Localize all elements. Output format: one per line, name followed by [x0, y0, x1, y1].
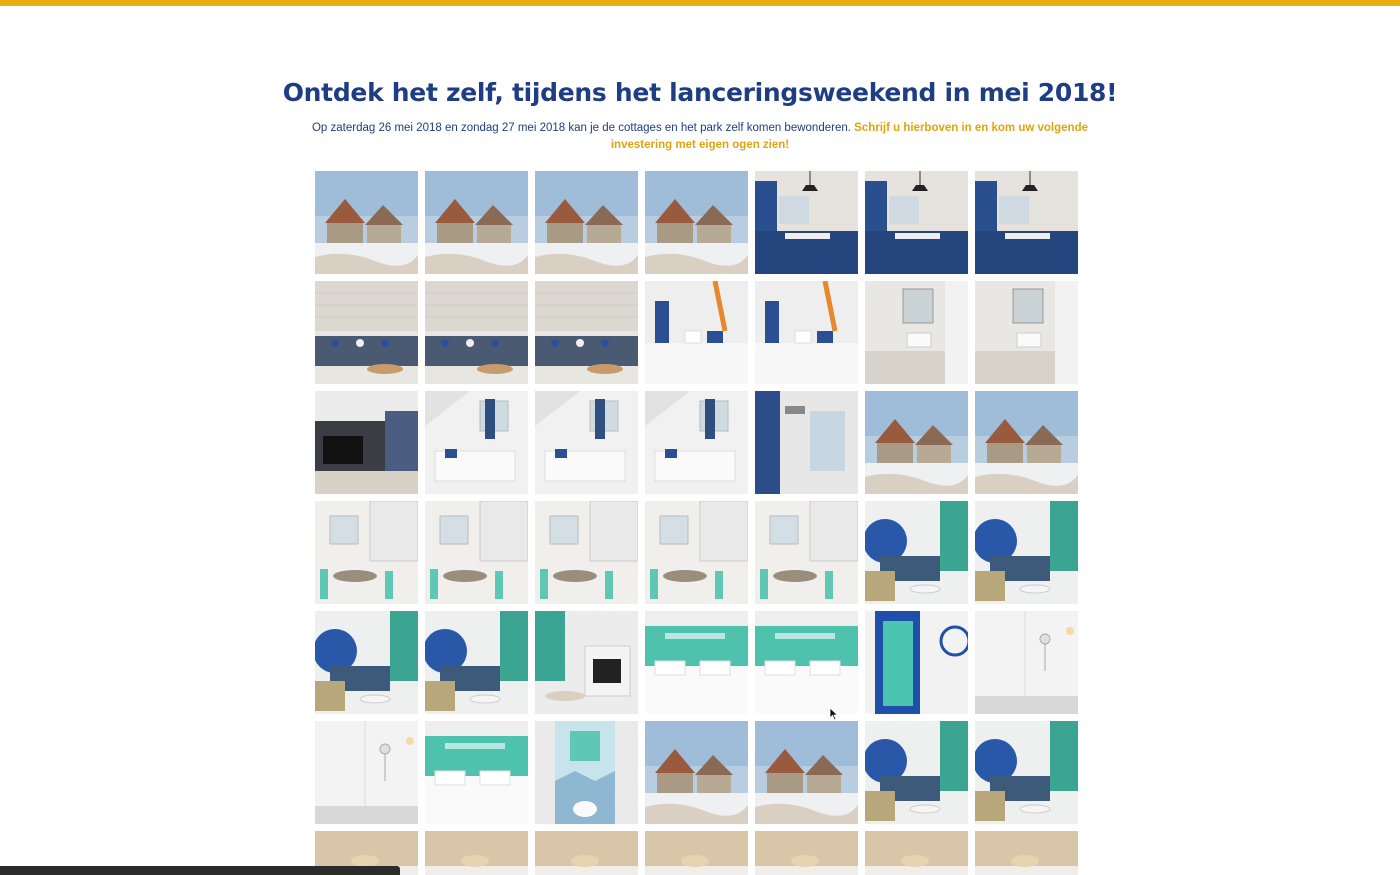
photo-image	[865, 721, 968, 824]
gallery-photo[interactable]	[315, 281, 418, 384]
photo-image	[755, 281, 858, 384]
photo-image	[755, 611, 858, 714]
gallery-photo[interactable]	[975, 281, 1078, 384]
gallery-photo[interactable]	[315, 171, 418, 274]
photo-image	[645, 831, 748, 875]
gallery-photo[interactable]	[645, 721, 748, 824]
gallery-photo[interactable]	[425, 501, 528, 604]
gallery-photo[interactable]	[535, 501, 638, 604]
photo-image	[535, 831, 638, 875]
gallery-photo[interactable]	[865, 611, 968, 714]
photo-image	[865, 281, 968, 384]
photo-image	[535, 611, 638, 714]
gallery-photo[interactable]	[865, 391, 968, 494]
photo-image	[425, 391, 528, 494]
photo-image	[315, 501, 418, 604]
gallery-photo[interactable]	[755, 281, 858, 384]
gallery-photo[interactable]	[425, 831, 528, 875]
photo-image	[865, 611, 968, 714]
photo-image	[535, 501, 638, 604]
gallery-photo[interactable]	[755, 171, 858, 274]
photo-image	[645, 281, 748, 384]
photo-image	[645, 391, 748, 494]
gallery-photo[interactable]	[645, 831, 748, 875]
gallery-photo[interactable]	[645, 281, 748, 384]
photo-image	[755, 831, 858, 875]
photo-image	[755, 721, 858, 824]
photo-image	[865, 171, 968, 274]
gallery-photo[interactable]	[535, 721, 638, 824]
mouse-cursor-icon	[829, 707, 839, 721]
photo-image	[645, 611, 748, 714]
photo-image	[755, 501, 858, 604]
gallery-photo[interactable]	[865, 831, 968, 875]
photo-image	[315, 611, 418, 714]
photo-image	[975, 281, 1078, 384]
photo-image	[865, 831, 968, 875]
gallery-photo[interactable]	[755, 831, 858, 875]
gallery-photo[interactable]	[535, 171, 638, 274]
photo-image	[535, 391, 638, 494]
photo-image	[975, 831, 1078, 875]
gallery-photo[interactable]	[645, 391, 748, 494]
section-headline: Ontdek het zelf, tijdens het lanceringsweekend in mei 2018!	[282, 78, 1118, 107]
gallery-photo[interactable]	[865, 171, 968, 274]
photo-image	[425, 721, 528, 824]
gallery-photo[interactable]	[425, 611, 528, 714]
gallery-photo[interactable]	[315, 501, 418, 604]
gallery-photo[interactable]	[645, 501, 748, 604]
photo-image	[535, 721, 638, 824]
photo-image	[645, 721, 748, 824]
gallery-photo[interactable]	[315, 611, 418, 714]
gallery-photo[interactable]	[425, 721, 528, 824]
photo-image	[315, 171, 418, 274]
photo-image	[315, 281, 418, 384]
gallery-photo[interactable]	[535, 831, 638, 875]
photo-image	[865, 391, 968, 494]
photo-image	[645, 171, 748, 274]
gallery-photo[interactable]	[755, 721, 858, 824]
photo-image	[425, 501, 528, 604]
photo-image	[425, 831, 528, 875]
gallery-photo[interactable]	[865, 281, 968, 384]
photo-image	[865, 501, 968, 604]
gallery-photo[interactable]	[425, 391, 528, 494]
gallery-photo[interactable]	[975, 391, 1078, 494]
gallery-photo[interactable]	[975, 611, 1078, 714]
gallery-photo[interactable]	[865, 721, 968, 824]
photo-image	[975, 171, 1078, 274]
photo-image	[535, 281, 638, 384]
photo-image	[315, 721, 418, 824]
photo-image	[975, 391, 1078, 494]
gallery-photo[interactable]	[425, 281, 528, 384]
photo-image	[535, 171, 638, 274]
gallery-photo[interactable]	[645, 611, 748, 714]
photo-gallery	[315, 171, 1078, 875]
gallery-photo[interactable]	[645, 171, 748, 274]
photo-image	[975, 501, 1078, 604]
gallery-photo[interactable]	[315, 721, 418, 824]
gallery-photo[interactable]	[865, 501, 968, 604]
gallery-photo[interactable]	[535, 611, 638, 714]
photo-image	[425, 611, 528, 714]
photo-image	[645, 501, 748, 604]
gallery-photo[interactable]	[755, 391, 858, 494]
top-accent-bar	[0, 0, 1400, 6]
gallery-photo[interactable]	[975, 171, 1078, 274]
photo-image	[755, 391, 858, 494]
status-bar	[0, 866, 400, 875]
gallery-photo[interactable]	[975, 501, 1078, 604]
photo-image	[975, 611, 1078, 714]
gallery-photo[interactable]	[535, 281, 638, 384]
photo-image	[425, 171, 528, 274]
gallery-photo[interactable]	[315, 391, 418, 494]
gallery-photo[interactable]	[755, 501, 858, 604]
photo-image	[755, 171, 858, 274]
intro-highlight: Schrijf u hierboven in en kom uw volgende investering met eigen ogen zien!	[610, 122, 1088, 151]
gallery-photo[interactable]	[975, 831, 1078, 875]
gallery-photo[interactable]	[535, 391, 638, 494]
photo-image	[975, 721, 1078, 824]
gallery-photo[interactable]	[755, 611, 858, 714]
gallery-photo[interactable]	[425, 171, 528, 274]
photo-image	[315, 391, 418, 494]
gallery-photo[interactable]	[975, 721, 1078, 824]
photo-image	[425, 281, 528, 384]
intro-text: Op zaterdag 26 mei 2018 en zondag 27 mei 2018 kan je de cottages en het park zelf komen bewonderen.	[311, 122, 855, 134]
intro-paragraph	[290, 120, 1110, 154]
